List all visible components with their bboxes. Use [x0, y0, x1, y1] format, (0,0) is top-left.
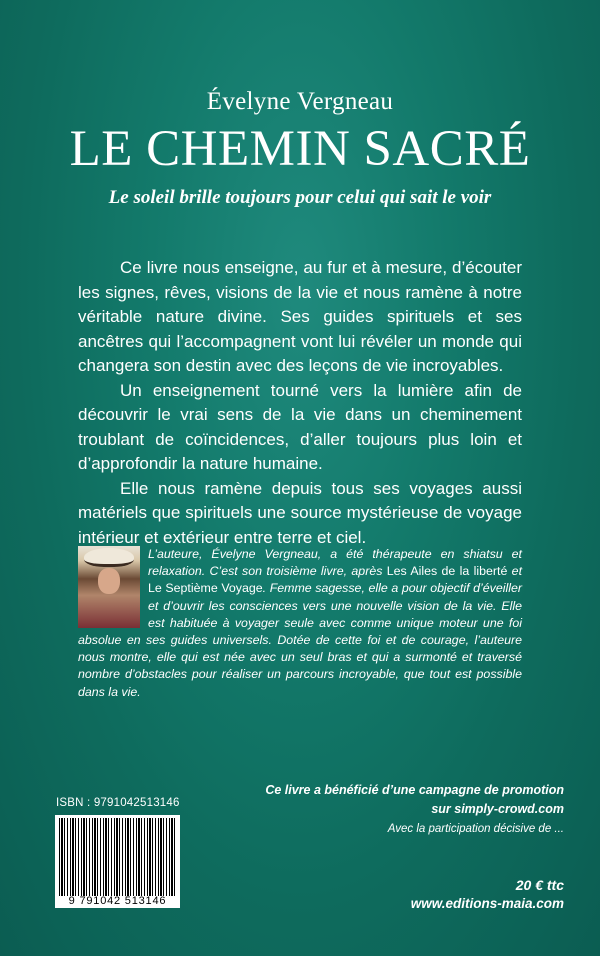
bio-text-1: L’auteure, Évelyne Vergneau, a été thérapeute en shiatsu et relaxation. C’est son troisième livre, après [148, 547, 522, 579]
bio-book-2: Le Septième Voyage [148, 581, 263, 596]
bio-book-1: Les Ailes de la liberté [386, 564, 508, 579]
book-subtitle: Le soleil brille toujours pour celui qui sait le voir [108, 187, 492, 208]
promo-line-2: sur simply-crowd.com [431, 802, 564, 816]
summary-paragraph: Ce livre nous enseigne, au fur et à mesure, d’écouter les signes, rêves, visions de la vie et nous ramène à notre véritable nature divine. Ses guides spirituels et ses ancêtres qui l’accompagnent vont lui révéler un monde qui changera son destin avec des leçons de vie incroyables. [78, 258, 522, 375]
bio-text-2: . Femme sagesse, elle a pour objectif d’éveiller et d’ouvrir les consciences vers une nouvelle vision de la vie. Elle est habituée à voyager seule avec comme unique moteur une foi absolue en ses guides universels. Dotée de cette foi et de courage, l’auteure nous montre, elle qui est née avec un seul bras et qui a surmonté et traversé nombre d’obstacles pour réaliser un parcours incroyable, que tout est possible dans la vie. [78, 581, 523, 699]
summary-paragraph: Elle nous ramène depuis tous ses voyages aussi matériels que spirituels une source mystérieuse de voyage intérieur et extérieur entre terre et ciel. [78, 478, 522, 547]
promo-text [264, 781, 564, 819]
isbn-label: ISBN : 9791042513146 [56, 797, 180, 809]
barcode-bars [59, 818, 176, 896]
barcode [55, 815, 180, 908]
participation-text: Avec la participation décisive de ... [387, 823, 564, 835]
promo-line-1: Ce livre a bénéficié d’une campagne de promotion [265, 783, 564, 797]
publisher-website: www.editions-maia.com [410, 896, 564, 911]
bio-connector: et [507, 564, 523, 579]
summary-text [78, 256, 522, 550]
author-bio [78, 546, 522, 701]
price: 20 € ttc [515, 877, 564, 893]
author-name: Évelyne Vergneau [206, 88, 394, 115]
barcode-digits: 9 791042 513146 [68, 895, 167, 907]
author-photo [78, 546, 140, 628]
book-title: LE CHEMIN SACRÉ [69, 121, 531, 177]
summary-paragraph: Un enseignement tourné vers la lumière afin de découvrir le vrai sens de la vie dans un cheminement troublant de coïncidences, d’aller toujours plus loin et d’approfondir la nature humaine. [78, 380, 522, 473]
